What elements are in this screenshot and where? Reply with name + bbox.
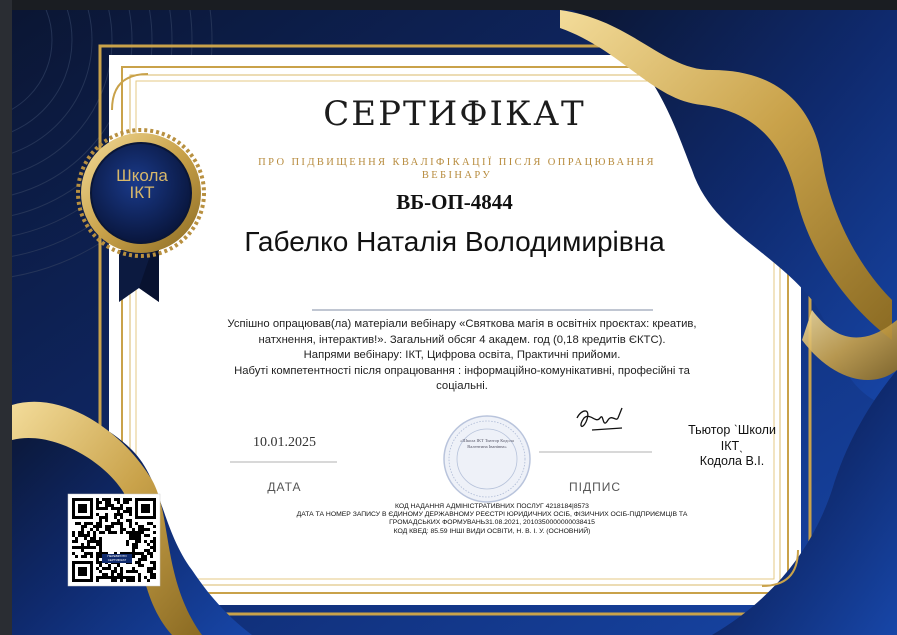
qr-caption: ПЕРЕВІРИТИ СЕРТИФІКАТ xyxy=(102,554,132,563)
certificate-body xyxy=(182,317,742,395)
body-line: Успішно опрацював(ла) матеріали вебінару «Святкова магія в освітніх проєктах: креатив, xyxy=(227,318,697,330)
tutor-line: ІКТˎ xyxy=(720,438,744,453)
body-line: Напрями вебінару: ІКТ, Цифрова освіта, Практичні прийоми. xyxy=(303,349,621,361)
tutor-block xyxy=(672,423,792,470)
certificate xyxy=(12,10,897,635)
tutor-line: Кодола В.І. xyxy=(699,454,765,468)
seal-text: «Школа ІКТ Тьютор Кодола Валентина Іванівна» xyxy=(460,438,514,449)
body-line: Набуті компетентності після опрацювання : інформаційно-комунікативні, професійні та xyxy=(234,364,690,377)
certificate-code: ВБ-ОП-4844 xyxy=(396,190,513,214)
recipient-name: Габелко Наталія Володимирівна xyxy=(244,226,665,257)
body-line: натхнення, інтерактив!». Загальний обсяг 4 академ. год (0,18 кредитів ЄКТС). xyxy=(258,333,666,346)
badge-line-2: ІКТ xyxy=(129,183,155,202)
badge-line-1: Школа xyxy=(116,166,168,185)
certificate-title: СЕРТИФІКАТ xyxy=(323,94,586,134)
date-label: ДАТА xyxy=(267,480,302,494)
footer-line: КОД КВЕД: 85.59 ІНШІ ВИДИ ОСВІТИ, Н. В. І. У. (ОСНОВНИЙ) xyxy=(393,527,591,535)
tutor-line: Тьютор ˋШколи xyxy=(688,423,776,437)
footer-line: ДАТА ТА НОМЕР ЗАПИСУ В ЄДИНОМУ ДЕРЖАВНОМУ РЕЄСТРІ ЮРИДИЧНИХ ОСІБ, ФІЗИЧНИХ ОСІБ-ПІДПРИЄМЦІВ ТА xyxy=(296,511,688,519)
footer-line: КОД НАДАННЯ АДМІНІСТРАТИВНИХ ПОСЛУГ 4218184|8573 xyxy=(395,503,589,510)
qr-code xyxy=(68,494,160,586)
certificate-subtitle: ПРО ПІДВИЩЕННЯ КВАЛІФІКАЦІЇ ПІСЛЯ ОПРАЦЮВАННЯ ВЕБІНАРУ xyxy=(258,157,656,181)
registry-footer xyxy=(232,503,752,536)
window-edge xyxy=(0,0,12,635)
signature-label: ПІДПИС xyxy=(568,480,621,494)
issue-date: 10.01.2025 xyxy=(253,435,316,450)
official-seal xyxy=(444,416,530,502)
footer-line: ГРОМАДСЬКИХ ФОРМУВАНЬ31.08.2021, 2010350000000038415 xyxy=(389,519,595,527)
body-line: соціальні. xyxy=(436,380,488,392)
